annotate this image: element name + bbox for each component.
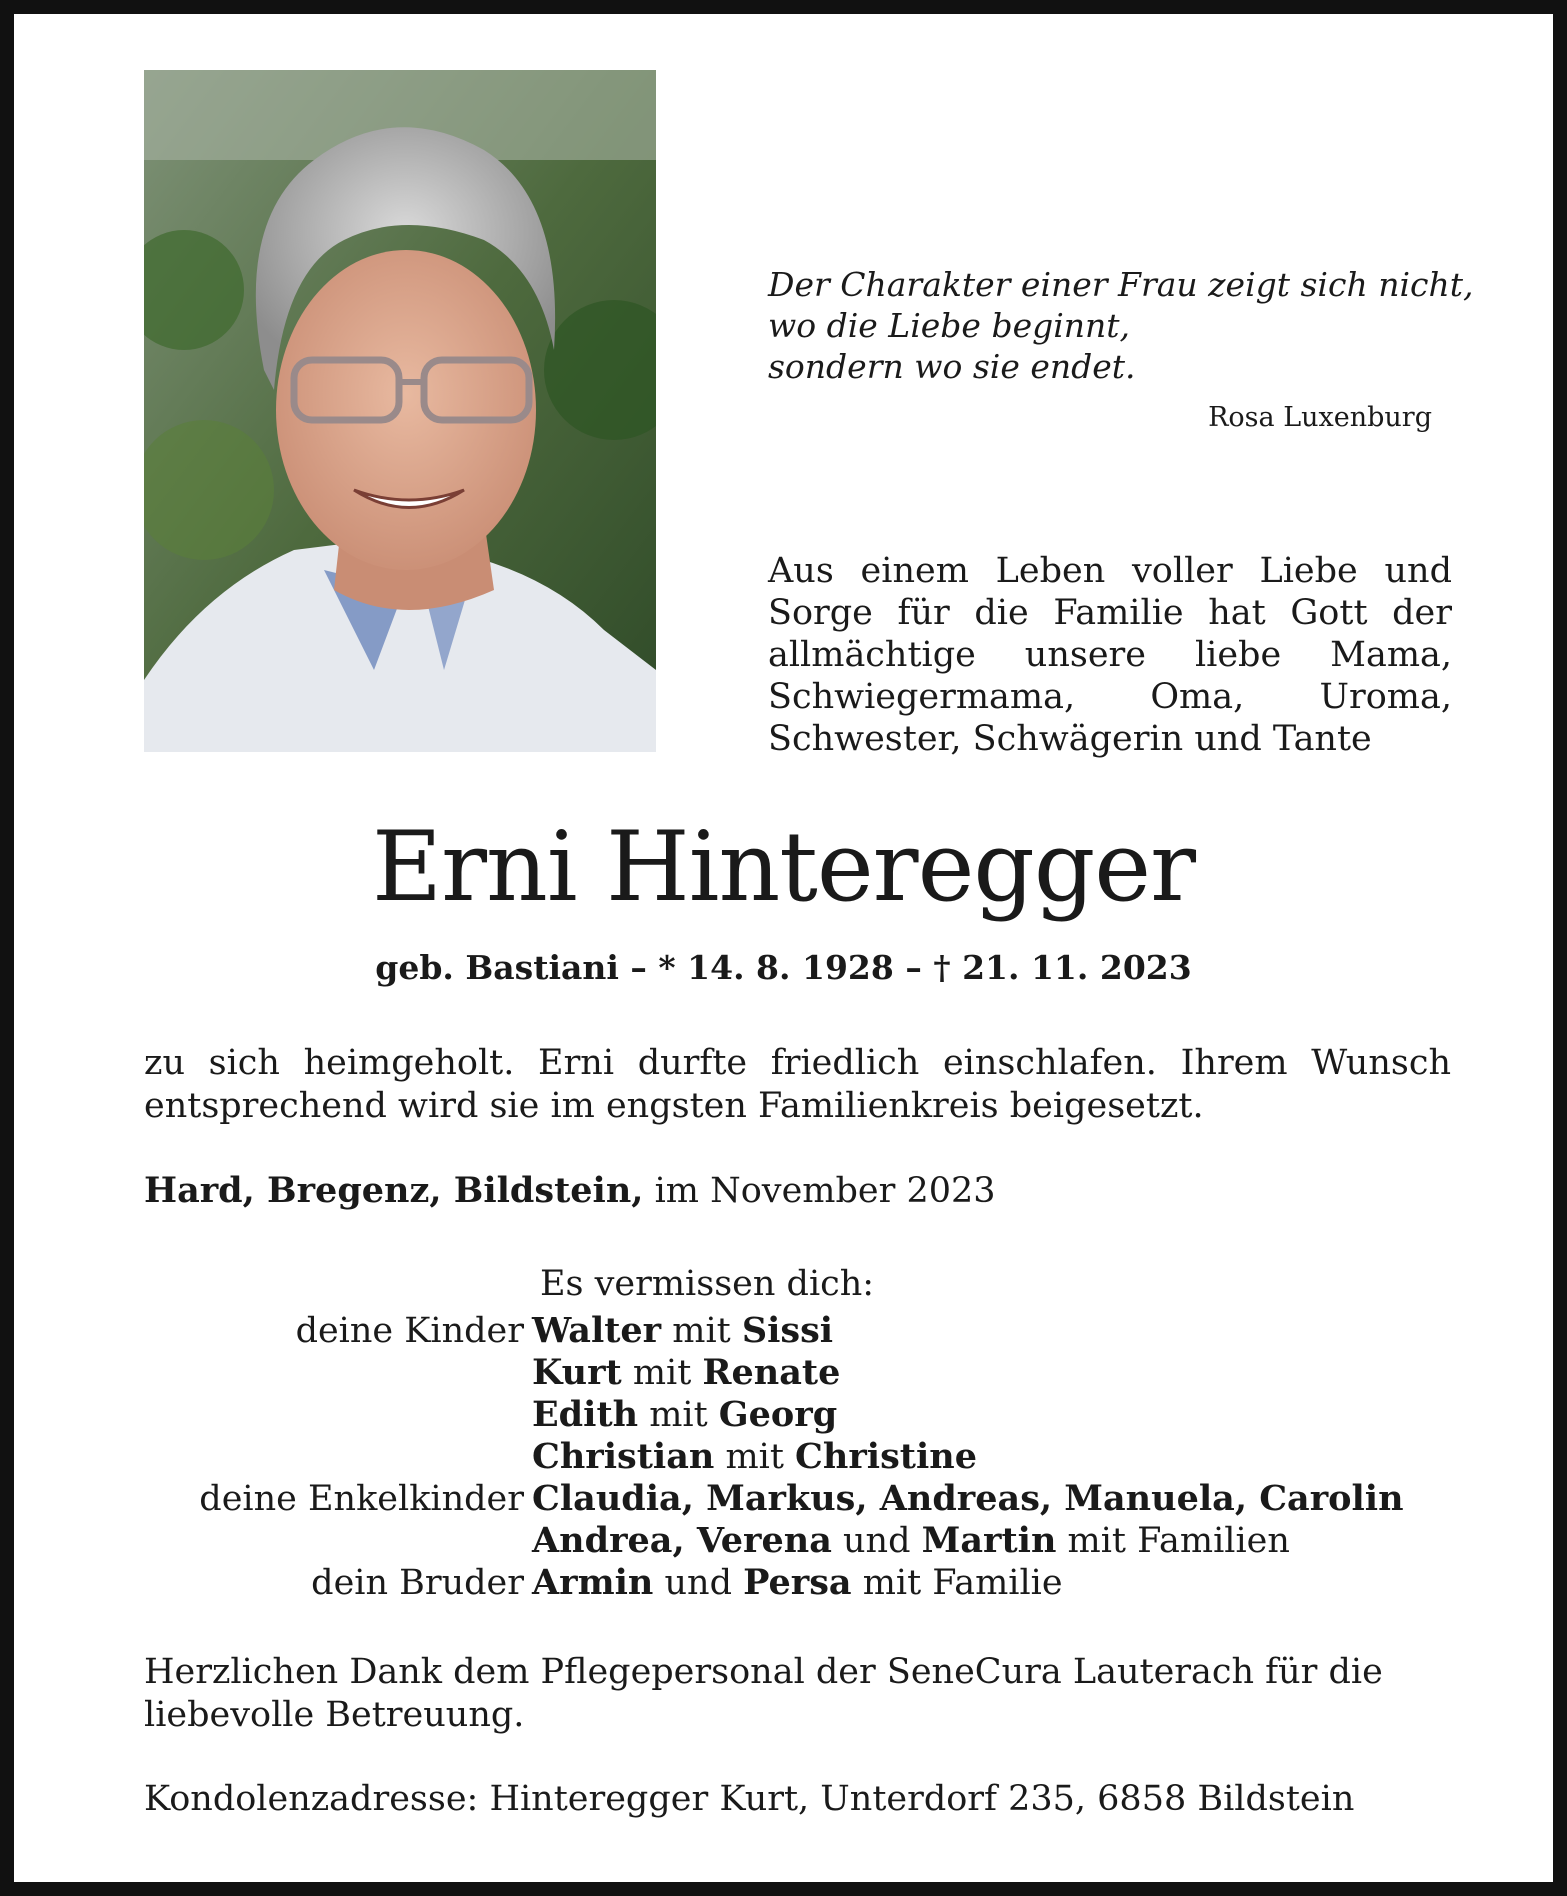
connector-text: und xyxy=(831,1521,922,1561)
quote-line: Der Charakter einer Frau zeigt sich nicht, xyxy=(768,265,1474,304)
quote-author: Rosa Luxenburg xyxy=(1208,402,1432,433)
survivor-name: Kurt xyxy=(532,1352,622,1393)
epigraph-quote xyxy=(768,264,1474,387)
relation-label: deine Kinder xyxy=(295,1311,524,1351)
quote-line: sondern wo sie endet. xyxy=(768,347,1136,386)
survivor-names xyxy=(532,1352,840,1393)
survivor-name: Christine xyxy=(795,1436,977,1477)
connector-text: mit xyxy=(661,1311,742,1351)
life-dates: geb. Bastiani – * 14. 8. 1928 – † 21. 11. 2023 xyxy=(375,948,1192,987)
thanks-paragraph: Herzlichen Dank dem Pflegepersonal der SeneCura Lauterach für die liebevolle Betreuung. xyxy=(144,1652,1383,1735)
connector-text: mit xyxy=(621,1353,703,1393)
survivors-list xyxy=(14,1310,1567,1604)
survivor-name: Persa xyxy=(743,1562,852,1603)
survivor-names xyxy=(532,1520,1290,1561)
survivor-name: Andrea, Verena xyxy=(532,1520,832,1561)
survivor-name: Edith xyxy=(532,1394,639,1435)
quote-line: wo die Liebe beginnt, xyxy=(768,306,1131,345)
survivor-row xyxy=(14,1394,1567,1436)
survivor-names xyxy=(532,1310,833,1351)
survivor-name: Sissi xyxy=(741,1310,834,1351)
survivor-name: Renate xyxy=(702,1352,841,1393)
survivor-names xyxy=(532,1478,1404,1519)
connector-text: mit xyxy=(714,1437,796,1477)
survivor-name: Georg xyxy=(718,1394,838,1435)
connector-text: mit xyxy=(638,1395,719,1435)
body-paragraph: zu sich heimgeholt. Erni durfte friedlich einschlafen. Ihrem Wunsch entsprechend wird sie im engsten Familienkreis beigesetzt. xyxy=(144,1043,1451,1126)
places: Hard, Bregenz, Bildstein, xyxy=(144,1170,644,1211)
portrait-photo xyxy=(144,70,656,752)
survivor-name: Martin xyxy=(921,1520,1057,1561)
connector-text: mit Familien xyxy=(1056,1521,1290,1561)
portrait-image xyxy=(144,70,656,752)
survivor-names xyxy=(532,1436,977,1477)
survivor-row xyxy=(14,1520,1567,1562)
survivors-heading: Es vermissen dich: xyxy=(540,1264,875,1304)
deceased-name: Erni Hinteregger xyxy=(372,811,1195,923)
survivor-names xyxy=(532,1394,837,1435)
survivor-row xyxy=(14,1478,1567,1520)
place-date-line xyxy=(144,1170,996,1211)
survivor-names xyxy=(532,1562,1063,1603)
survivor-row xyxy=(14,1562,1567,1604)
survivor-name: Claudia, Markus, Andreas, Manuela, Carolin xyxy=(532,1478,1404,1519)
relation-label: dein Bruder xyxy=(311,1563,524,1603)
survivor-row xyxy=(14,1310,1567,1352)
relation-label: deine Enkelkinder xyxy=(199,1479,524,1519)
survivor-name: Christian xyxy=(532,1436,715,1477)
place-date: im November 2023 xyxy=(643,1171,996,1211)
connector-text: und xyxy=(653,1563,744,1603)
condolence-address: Kondolenzadresse: Hinteregger Kurt, Unterdorf 235, 6858 Bildstein xyxy=(144,1779,1355,1819)
intro-paragraph: Aus einem Leben voller Liebe und Sorge für die Familie hat Gott der allmächtige unsere liebe Mama, Schwiegermama, Oma, Uroma, Schwester, Schwägerin und Tante xyxy=(768,551,1452,759)
survivor-name: Walter xyxy=(532,1310,662,1351)
connector-text: mit Familie xyxy=(851,1563,1063,1603)
survivor-row xyxy=(14,1436,1567,1478)
survivor-row xyxy=(14,1352,1567,1394)
survivor-name: Armin xyxy=(532,1562,654,1603)
